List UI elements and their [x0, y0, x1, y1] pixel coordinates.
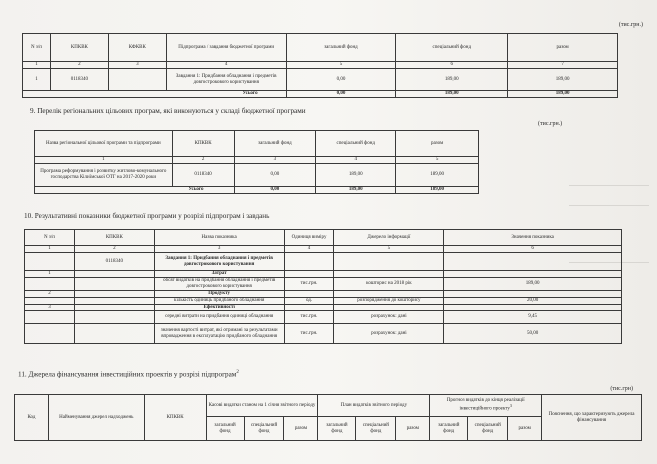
- row-number: 2: [25, 290, 75, 297]
- indicator-name: обсяг видатків на придбання обладнання і предметів довгострокового користування: [154, 277, 284, 290]
- special-fund-cell: 189,00: [316, 164, 396, 187]
- total-special-fund: 189,00: [396, 91, 508, 98]
- performance-indicators-table: [24, 229, 622, 344]
- column-number: 4: [284, 246, 334, 253]
- header-cell: КПКВК: [172, 131, 234, 157]
- regional-programs-table: [34, 130, 479, 194]
- column-number: 3: [108, 62, 166, 69]
- group-efficiency: Ефективності: [154, 304, 284, 311]
- column-number: 1: [35, 157, 173, 164]
- kfkvk-cell: [108, 69, 166, 91]
- header-cell: Джерело інформації: [334, 230, 444, 246]
- row-number: 3: [25, 304, 75, 311]
- header-cash-expenses: Касові видатки станом на 1 січня звітного періоду: [206, 395, 318, 417]
- subheader-special-fund: спеціальний фонд: [468, 417, 508, 441]
- section-10-title: 10. Результативні показники бюджетної програми у розрізі підпрограм і завдань: [24, 212, 270, 220]
- task-cell: Завдання 1: Придбання обладнання і предметів довгострокового користування: [154, 253, 284, 271]
- column-number: 6: [444, 246, 622, 253]
- subheader-general-fund: загальний фонд: [430, 417, 468, 441]
- subprogram-table: [22, 33, 618, 98]
- total-sum: 189,00: [396, 187, 479, 194]
- total-general-fund: 0,00: [234, 187, 316, 194]
- column-number: 3: [234, 157, 316, 164]
- header-cell: Значення показника: [444, 230, 622, 246]
- kpkvk-cell: 0118340: [50, 69, 108, 91]
- column-number: 5: [334, 246, 444, 253]
- column-number: 2: [50, 62, 108, 69]
- bleed-through-line: [569, 185, 649, 186]
- task-cell: Завдання 1: Придбання обладнання і предметів довгострокового користування: [166, 69, 286, 91]
- header-cell: Назва регіональної цільової програми та підпрограми: [35, 131, 173, 157]
- header-cell: КПКВК: [50, 34, 108, 62]
- indicator-unit: тис.грн.: [284, 324, 334, 344]
- section-11-unit: (тис.грн): [610, 386, 633, 392]
- kpkvk-cell: 0118340: [74, 253, 154, 271]
- indicator-value: 50,00: [444, 324, 622, 344]
- header-cell: загальний фонд: [286, 34, 396, 62]
- header-cell: спеціальний фонд: [396, 34, 508, 62]
- header-code: Код: [15, 395, 49, 441]
- header-cell: разом: [508, 34, 618, 62]
- subheader-general-fund: загальний фонд: [206, 417, 244, 441]
- group-product: Продукту: [154, 290, 284, 297]
- header-source-name: Найменування джерел надходжень: [48, 395, 144, 441]
- indicator-name: кількість одиниць придбаного обладнання: [154, 297, 284, 304]
- total-label: Усього: [35, 187, 235, 194]
- indicator-name: середні витрати на придбання одиниці обладнання: [154, 311, 284, 324]
- header-forecast-expenses: [430, 395, 542, 417]
- header-cell: Одиниця виміру: [284, 230, 334, 246]
- footnote-mark: 3: [509, 403, 512, 409]
- column-number: 3: [154, 246, 284, 253]
- group-cost: Затрат: [154, 271, 284, 278]
- header-cell: загальний фонд: [234, 131, 316, 157]
- header-planned-expenses: План видатків звітного періоду: [318, 395, 430, 417]
- footnote-mark: 2: [236, 370, 239, 375]
- subheader-general-fund: загальний фонд: [318, 417, 356, 441]
- indicator-source: розрахунок: дані: [334, 324, 444, 344]
- column-number: 1: [23, 62, 51, 69]
- indicator-name: значення вартості витрат, які отримані за результатами впровадження в експлуатацію придбаного обладнання: [154, 324, 284, 344]
- section-9-title: 9. Перелік регіональних цільових програм, які виконуються у складі бюджетної програми: [30, 107, 306, 115]
- header-cell: КПКВК: [74, 230, 154, 246]
- header-kpkvk: КПКВК: [144, 395, 206, 441]
- indicator-value: 9,45: [444, 311, 622, 324]
- indicator-unit: од.: [284, 297, 334, 304]
- column-number: 6: [396, 62, 508, 69]
- header-cell: Назва показника: [154, 230, 284, 246]
- header-cell: спеціальний фонд: [316, 131, 396, 157]
- column-number: 4: [316, 157, 396, 164]
- subheader-special-fund: спеціальний фонд: [356, 417, 396, 441]
- column-number: 1: [25, 246, 75, 253]
- general-fund-cell: 0,00: [234, 164, 316, 187]
- header-cell: N з/п: [23, 34, 51, 62]
- indicator-source: розпорядження до кошторису: [334, 297, 444, 304]
- indicator-value: 20,00: [444, 297, 622, 304]
- row-number: 1: [25, 271, 75, 278]
- total-label: Усього: [23, 91, 287, 98]
- total-special-fund: 189,00: [316, 187, 396, 194]
- indicator-unit: тис.грн.: [284, 311, 334, 324]
- investment-sources-table: [14, 394, 642, 441]
- subheader-total: разом: [396, 417, 430, 441]
- row-number: 1: [23, 69, 51, 91]
- indicator-source: кошторис на 2018 рік: [334, 277, 444, 290]
- program-name-cell: Програма реформування і розвитку житлово-комунального господарства Кілиїмської ОТГ на 2017-2020 роки: [35, 164, 173, 187]
- column-number: 2: [172, 157, 234, 164]
- header-cell: разом: [396, 131, 479, 157]
- bleed-through-line: [569, 205, 649, 206]
- column-number: 5: [286, 62, 396, 69]
- indicator-value: 189,00: [444, 277, 622, 290]
- column-number: 4: [166, 62, 286, 69]
- header-cell: Підпрограма / завдання бюджетної програми: [166, 34, 286, 62]
- column-number: 5: [396, 157, 479, 164]
- header-forecast-text: Прогноз видатків до кінця реалізації інвестиційного проекту: [446, 398, 525, 412]
- section-9-unit: (тис.грн.): [538, 121, 563, 127]
- subheader-total: разом: [508, 417, 542, 441]
- indicator-unit: тис.грн.: [284, 277, 334, 290]
- total-general-fund: 0,00: [286, 91, 396, 98]
- subheader-special-fund: спеціальний фонд: [244, 417, 284, 441]
- column-number: 2: [74, 246, 154, 253]
- total-sum: 189,00: [508, 91, 618, 98]
- section-11-title-text: 11. Джерела фінансування інвестиційних проектів у розрізі підпрограм: [18, 370, 237, 379]
- header-cell: КФКВК: [108, 34, 166, 62]
- total-cell: 189,00: [508, 69, 618, 91]
- header-explanation: Пояснення, що характеризують джерела фінансування: [542, 395, 642, 441]
- general-fund-cell: 0,00: [286, 69, 396, 91]
- subheader-total: разом: [284, 417, 318, 441]
- unit-label: (тис.грн.): [618, 22, 643, 28]
- section-11-title: [18, 370, 239, 378]
- special-fund-cell: 189,00: [396, 69, 508, 91]
- column-number: 7: [508, 62, 618, 69]
- total-cell: 189,00: [396, 164, 479, 187]
- indicator-source: розрахунок: дані: [334, 311, 444, 324]
- header-cell: N з/п: [25, 230, 75, 246]
- kpkvk-cell: 0118340: [172, 164, 234, 187]
